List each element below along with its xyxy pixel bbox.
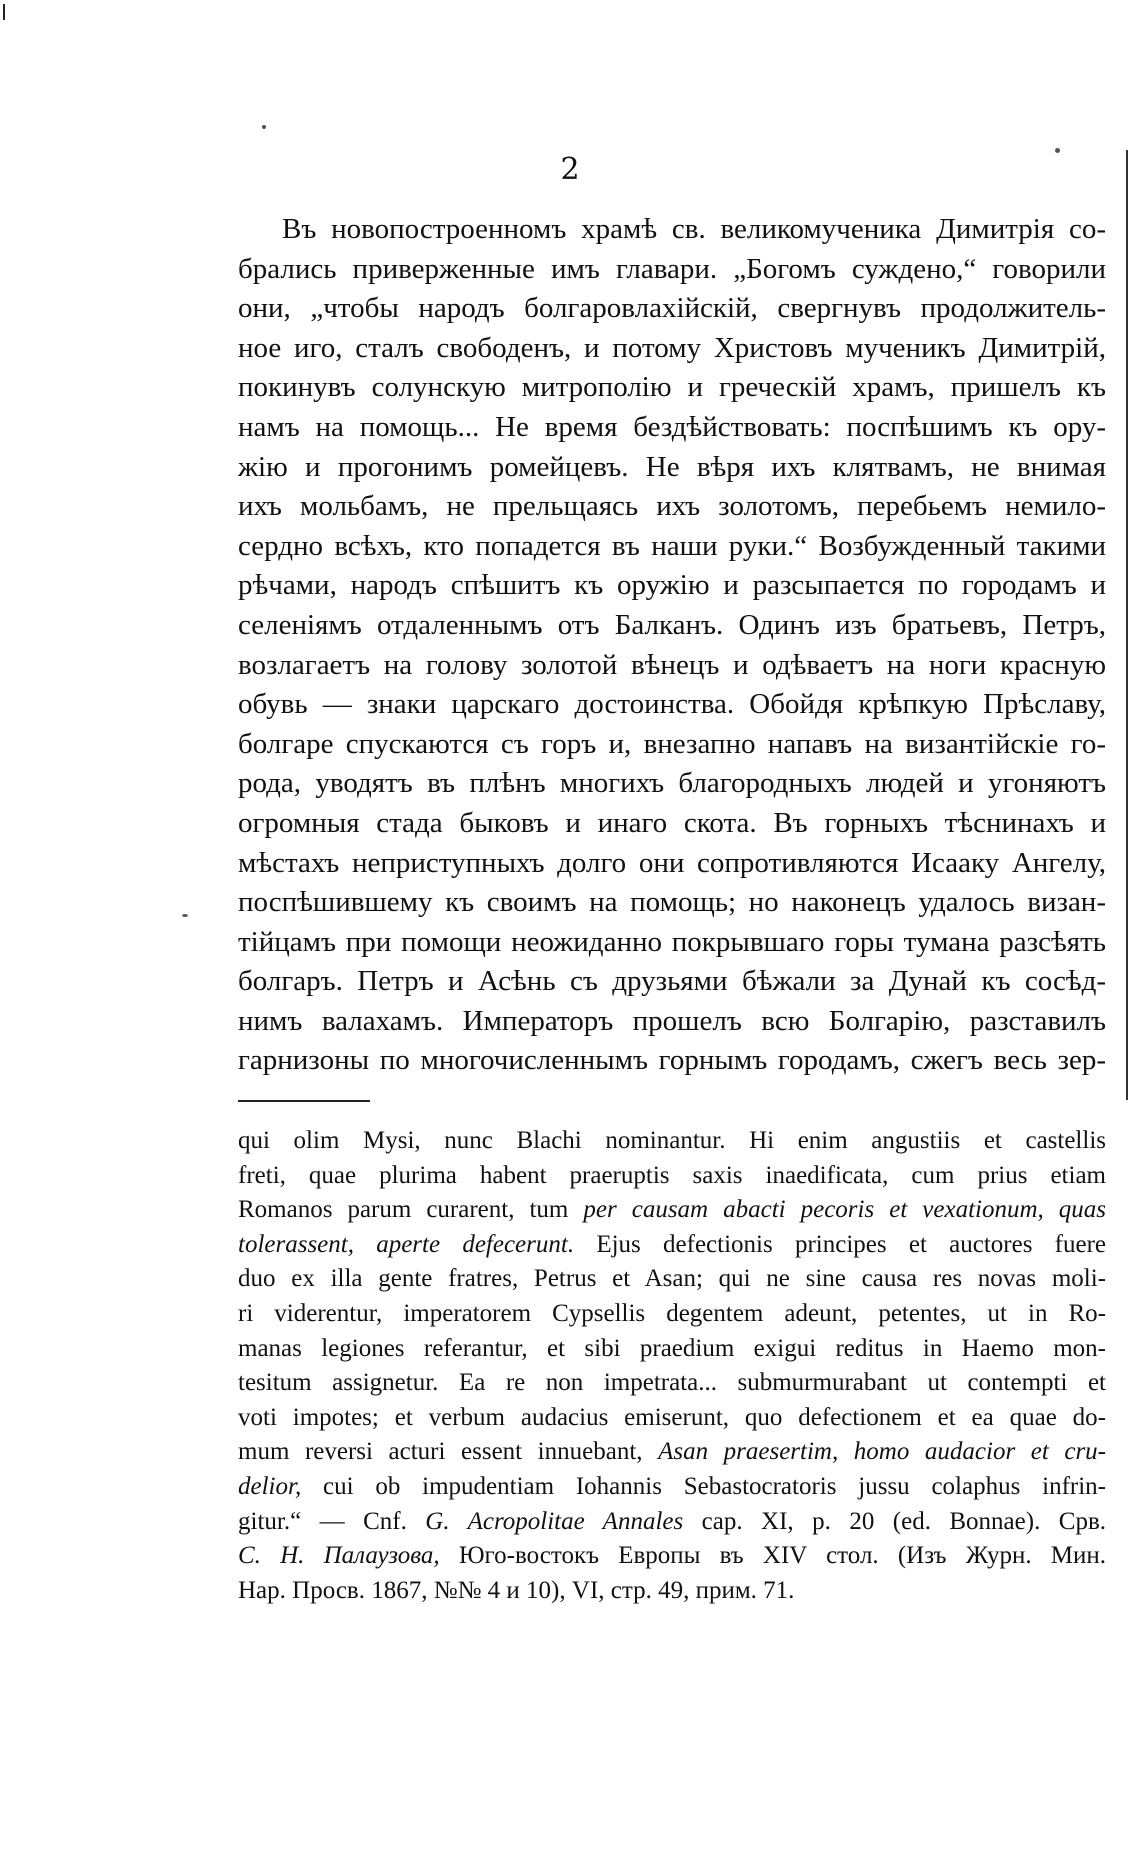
footnote-line xyxy=(238,1539,1106,1574)
footnote-text: mum reversi acturi essent innuebant, xyxy=(238,1438,659,1466)
text-line: обувь — знаки царскаго достоинства. Обойдя крѣпкую Прѣславу, xyxy=(238,688,1106,721)
footnote-line: tesitum assignetur. Ea re non impetrata... submurmurabant ut contempti et xyxy=(238,1369,1106,1397)
footnote-text: Юго-востокъ Европы въ XIV стол. (Изъ Журн. Мин. xyxy=(439,1542,1106,1570)
margin-mark xyxy=(3,4,5,20)
text-line: жію и прогонимъ ромейцевъ. Не вѣря ихъ клятвамъ, не внимая xyxy=(238,450,1106,483)
page-edge-line xyxy=(1126,150,1128,1100)
footnote-line: Нар. Просв. 1867, №№ 4 и 10), VI, стр. 49, прим. 71. xyxy=(238,1576,795,1604)
text-line: покинувъ солунскую митрополію и греческій храмъ, пришелъ къ xyxy=(238,371,1106,404)
page-number: 2 xyxy=(560,152,580,187)
footnote-text: Romanos parum curarent, tum xyxy=(238,1196,584,1224)
footnote-line: freti, quae plurima habent praeruptis saxis inaedificata, cum prius etiam xyxy=(238,1161,1106,1189)
footnote-line xyxy=(238,1193,1106,1228)
footnote-italic-text: С. Н. Палаузова, xyxy=(238,1542,440,1570)
text-line: тійцамъ при помощи неожиданно покрывшаго горы тумана разсѣять xyxy=(238,925,1106,958)
text-line: поспѣшившему къ своимъ на помощь; но наконецъ удалось визан- xyxy=(238,886,1106,919)
footnote-italic-text: tolerassent, aperte defecerunt. xyxy=(238,1230,575,1258)
print-speck xyxy=(182,914,188,917)
text-line: рода, уводятъ въ плѣнъ многихъ благородныхъ людей и угоняютъ xyxy=(238,767,1106,800)
text-line: рѣчами, народъ спѣшитъ къ оружію и разсыпается по городамъ и xyxy=(238,569,1106,602)
text-line: сердно всѣхъ, кто попадется въ наши руки.“ Возбужденный такими xyxy=(238,529,1106,562)
text-line: гарнизоны по многочисленнымъ горнымъ городамъ, сжегъ весь зер- xyxy=(238,1044,1106,1077)
footnote-italic-text: per causam abacti pecoris et vexationum, quas xyxy=(583,1196,1106,1224)
main-paragraph xyxy=(238,210,1106,1081)
footnote-separator xyxy=(238,1100,370,1102)
text-line: мѣстахъ неприступныхъ долго они сопротивляются Исааку Ангелу, xyxy=(238,846,1106,879)
footnote-line: duo ex illa gente fratres, Petrus et Asan; qui ne sine causa res novas moli- xyxy=(238,1265,1106,1293)
footnote-text: gitur.“ — Cnf. xyxy=(238,1507,426,1535)
footnote-text: cap. XI, p. 20 (ed. Bonnae). Срв. xyxy=(683,1507,1106,1535)
footnote-italic-text: G. Acropolitae Annales xyxy=(425,1507,684,1535)
footnote-line xyxy=(238,1470,1106,1505)
footnote-text: cui ob impudentiam Iohannis Sebastocratoris jussu colaphus infrin- xyxy=(301,1472,1106,1500)
footnote-line: qui olim Mysi, nunc Blachi nominantur. Hi enim angustiis et castellis xyxy=(238,1127,1106,1154)
footnote-line xyxy=(238,1435,1106,1470)
text-line: нимъ валахамъ. Императоръ прошелъ всю Болгарію, разставилъ xyxy=(238,1004,1106,1037)
footnote-line xyxy=(238,1505,1106,1540)
print-speck xyxy=(262,125,266,129)
footnote-line: voti impotes; et verbum audacius emiserunt, quo defectionem et ea quae do- xyxy=(238,1403,1106,1431)
text-line: огромныя стада быковъ и инаго скота. Въ горныхъ тѣснинахъ и xyxy=(238,806,1106,839)
footnote-italic-text: Asan praesertim, homo audacior et cru- xyxy=(658,1438,1106,1466)
footnote-text: Ejus defectionis principes et auctores fuere xyxy=(574,1230,1106,1258)
text-line: возлагаетъ на голову золотой вѣнецъ и одѣваетъ на ноги красную xyxy=(238,648,1106,681)
footnote-line xyxy=(238,1228,1106,1263)
footnote-line: ri viderentur, imperatorem Cypsellis degentem adeunt, petentes, ut in Ro- xyxy=(238,1299,1106,1327)
text-line: ное иго, сталъ свободенъ, и потому Христовъ мученикъ Димитрій, xyxy=(238,331,1106,364)
text-line: селеніямъ отдаленнымъ отъ Балканъ. Одинъ изъ братьевъ, Петръ, xyxy=(238,608,1106,641)
text-line: намъ на помощь... Не время бездѣйствовать: поспѣшимъ къ ору- xyxy=(238,410,1106,443)
text-line: они, „чтобы народъ болгаровлахійскій, свергнувъ продолжитель- xyxy=(238,292,1106,325)
footnote-line: manas legiones referantur, et sibi praedium exigui reditus in Haemo mon- xyxy=(238,1334,1106,1362)
text-line: ихъ мольбамъ, не прельщаясь ихъ золотомъ, перебьемъ немило- xyxy=(238,490,1106,523)
text-line: болгаре спускаются съ горъ и, внезапно напавъ на византійскіе го- xyxy=(238,727,1106,760)
text-line: брались приверженные имъ главари. „Богомъ суждено,“ говорили xyxy=(238,252,1106,285)
footnote-italic-text: delior, xyxy=(238,1472,302,1500)
text-line: болгаръ. Петръ и Асѣнь съ друзьями бѣжали за Дунай къ сосѣд- xyxy=(238,965,1106,998)
footnote xyxy=(238,1124,1106,1608)
text-line: Въ новопостроенномъ храмѣ св. великомученика Димитрія со- xyxy=(282,213,1106,245)
